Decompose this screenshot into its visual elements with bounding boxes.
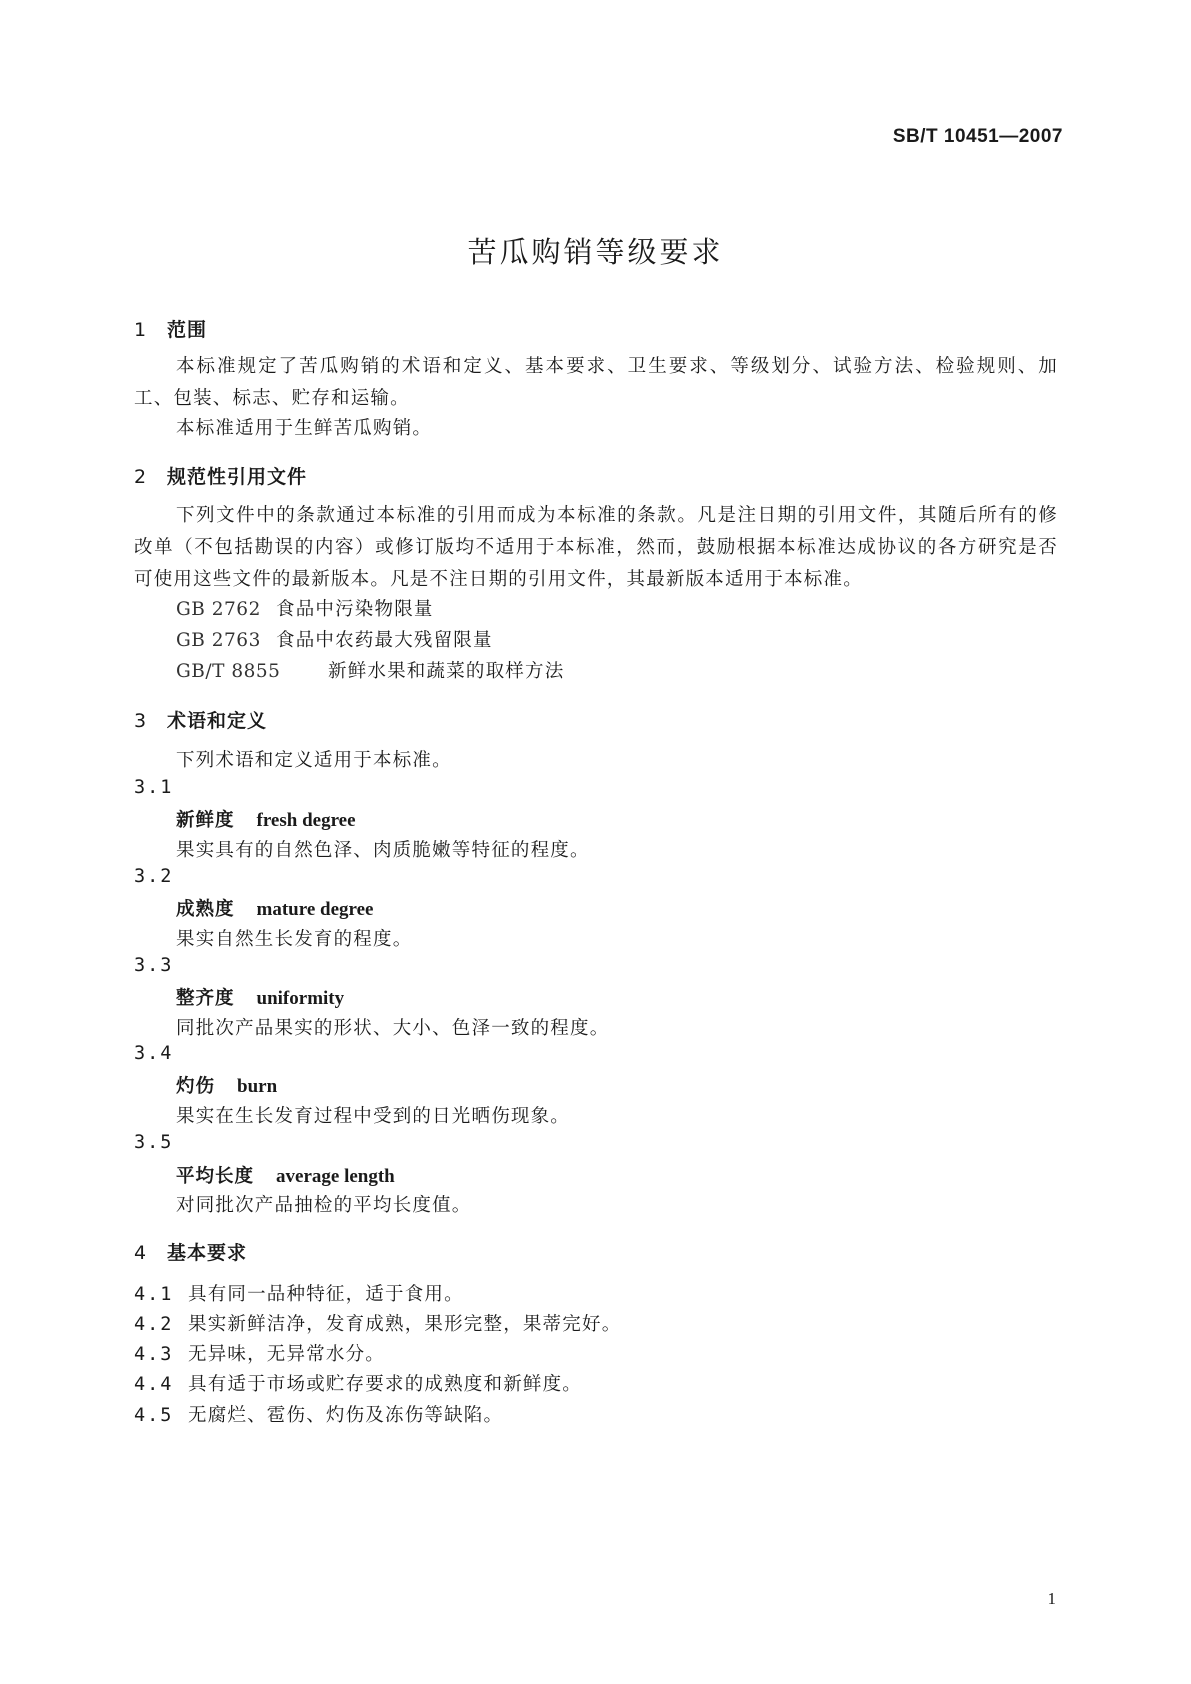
term-en: burn — [237, 1076, 278, 1097]
section-heading-normative-references — [134, 462, 307, 489]
reference-item — [176, 595, 434, 621]
reference-code: GB 2763 — [176, 630, 261, 651]
term-zh: 成熟度 — [176, 899, 235, 920]
term-number: 3.2 — [134, 866, 174, 887]
reference-item — [176, 626, 493, 652]
reference-title: 食品中农药最大残留限量 — [276, 630, 493, 651]
requirement-item — [134, 1340, 385, 1366]
term-number: 3.4 — [134, 1043, 174, 1064]
term-definition: 果实自然生长发育的程度。 — [176, 929, 413, 950]
section-heading-terms — [134, 706, 267, 733]
term-definition: 果实在生长发育过程中受到的日光晒伤现象。 — [176, 1106, 571, 1127]
requirement-item — [134, 1280, 464, 1306]
term-name — [176, 895, 373, 921]
term-definition: 果实具有的自然色泽、肉质脆嫩等特征的程度。 — [176, 840, 590, 861]
term-definition: 对同批次产品抽检的平均长度值。 — [176, 1195, 472, 1216]
reference-item — [176, 657, 564, 683]
term-name — [176, 1072, 277, 1098]
standard-code: SB/T 10451—2007 — [892, 126, 1063, 147]
term-number: 3.1 — [134, 777, 174, 798]
requirement-text: 具有同一品种特征，适于食用。 — [188, 1284, 464, 1305]
section-title: 基本要求 — [167, 1242, 248, 1264]
term-number: 3.3 — [134, 955, 174, 976]
term-en: fresh degree — [256, 810, 356, 831]
term-definition: 同批次产品果实的形状、大小、色泽一致的程度。 — [176, 1018, 610, 1039]
section-title: 规范性引用文件 — [167, 466, 308, 488]
term-en: mature degree — [256, 899, 374, 920]
term-en: average length — [276, 1166, 395, 1187]
reference-title: 新鲜水果和蔬菜的取样方法 — [328, 661, 565, 682]
scope-applicability: 本标准适用于生鲜苦瓜购销。 — [176, 418, 433, 439]
requirement-text: 具有适于市场或贮存要求的成熟度和新鲜度。 — [188, 1374, 583, 1395]
scope-paragraph: 本标准规定了苦瓜购销的术语和定义、基本要求、卫生要求、等级划分、试验方法、检验规则、加工、包装、标志、贮存和运输。 — [134, 356, 1058, 409]
reference-code: GB 2762 — [176, 599, 261, 620]
requirement-text: 无异味，无异常水分。 — [188, 1344, 386, 1365]
requirement-number: 4.2 — [134, 1314, 174, 1335]
term-name — [176, 1162, 395, 1188]
reference-title: 食品中污染物限量 — [276, 599, 434, 620]
section-title: 范围 — [167, 319, 208, 341]
term-name — [176, 984, 344, 1010]
requirement-item — [134, 1401, 503, 1427]
term-en: uniformity — [256, 988, 345, 1009]
section-heading-scope — [134, 315, 207, 342]
term-name — [176, 806, 356, 832]
term-zh: 整齐度 — [176, 988, 235, 1009]
section-number: 1 — [134, 319, 148, 341]
terms-intro: 下列术语和定义适用于本标准。 — [176, 750, 452, 771]
page-number: 1 — [1047, 1589, 1056, 1608]
section-number: 4 — [134, 1242, 148, 1264]
requirement-number: 4.5 — [134, 1405, 174, 1426]
section-number: 2 — [134, 466, 148, 488]
requirement-number: 4.4 — [134, 1374, 174, 1395]
requirement-number: 4.3 — [134, 1344, 174, 1365]
term-zh: 新鲜度 — [176, 810, 235, 831]
requirement-text: 无腐烂、雹伤、灼伤及冻伤等缺陷。 — [188, 1405, 504, 1426]
document-title: 苦瓜购销等级要求 — [467, 235, 724, 269]
reference-code: GB/T 8855 — [176, 661, 281, 682]
requirement-item — [134, 1370, 582, 1396]
term-zh: 灼伤 — [176, 1076, 216, 1097]
term-number: 3.5 — [134, 1132, 174, 1153]
requirement-text: 果实新鲜洁净，发育成熟，果形完整，果蒂完好。 — [188, 1314, 622, 1335]
section-title: 术语和定义 — [167, 710, 268, 732]
references-paragraph: 下列文件中的条款通过本标准的引用而成为本标准的条款。凡是注日期的引用文件，其随后所有的修改单（不包括勘误的内容）或修订版均不适用于本标准，然而，鼓励根据本标准达成协议的各方研究是否可使用这些文件的最新版本。凡是不注日期的引用文件，其最新版本适用于本标准。 — [134, 505, 1058, 590]
section-heading-basic-requirements — [134, 1238, 247, 1265]
requirement-number: 4.1 — [134, 1284, 174, 1305]
section-number: 3 — [134, 710, 148, 732]
requirement-item — [134, 1310, 621, 1336]
term-zh: 平均长度 — [176, 1166, 255, 1187]
